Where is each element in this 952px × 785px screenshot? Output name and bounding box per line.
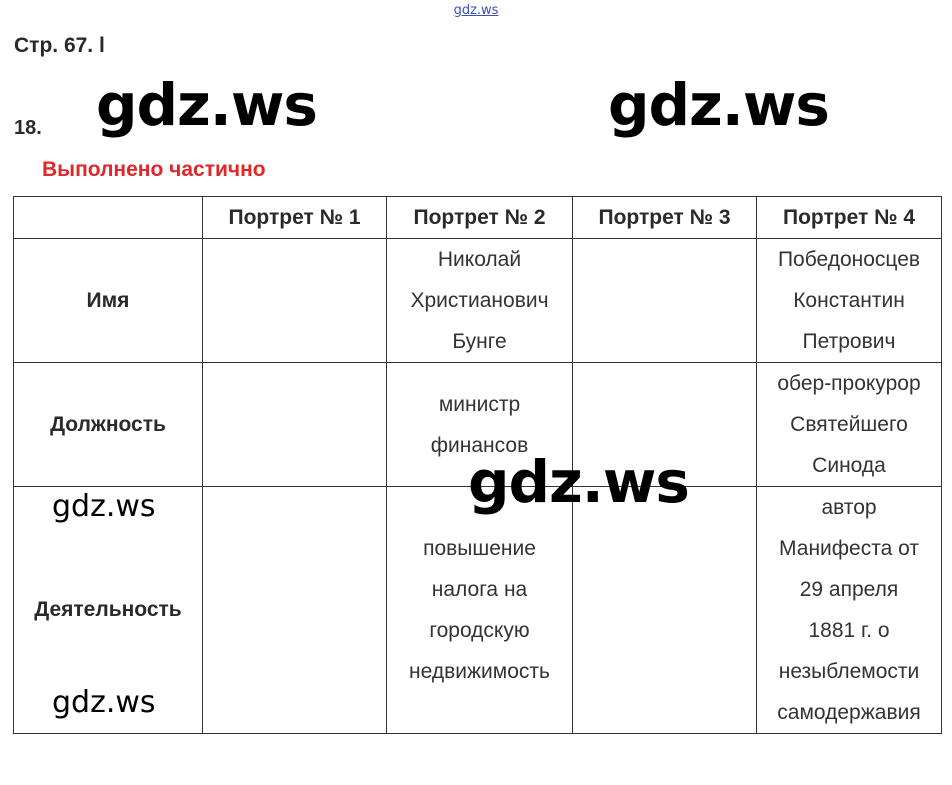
cell-position-portrait-1 <box>203 363 387 487</box>
row-label-name: Имя <box>14 239 203 363</box>
row-label-activity: Деятельность <box>14 487 203 734</box>
cell-activity-portrait-3 <box>573 487 757 734</box>
cell-name-portrait-1 <box>203 239 387 363</box>
header-portrait-4: Портрет № 4 <box>757 197 942 239</box>
row-label-position: Должность <box>14 363 203 487</box>
header-portrait-1: Портрет № 1 <box>203 197 387 239</box>
completion-status: Выполнено частично <box>42 158 266 181</box>
table-header-row <box>14 197 942 239</box>
header-corner <box>14 197 203 239</box>
cell-name-portrait-3 <box>573 239 757 363</box>
page-reference: Стр. 67. l <box>14 34 105 57</box>
header-portrait-3: Портрет № 3 <box>573 197 757 239</box>
cell-activity-portrait-4: автор Манифеста от 29 апреля 1881 г. о незыблемости самодержавия <box>757 487 942 734</box>
cell-name-portrait-2: Николай Христианович Бунге <box>387 239 573 363</box>
watermark-logo: gdz.ws <box>52 489 156 524</box>
watermark-logo: gdz.ws <box>468 448 689 516</box>
task-number: 18. <box>14 117 42 139</box>
site-link[interactable]: gdz.ws <box>453 3 499 18</box>
watermark-logo: gdz.ws <box>52 685 156 720</box>
cell-activity-portrait-1 <box>203 487 387 734</box>
cell-position-portrait-2: министр финансов <box>387 363 573 487</box>
cell-name-portrait-4: Победоносцев Константин Петрович <box>757 239 942 363</box>
cell-position-portrait-4: обер-прокурор Святейшего Синода <box>757 363 942 487</box>
watermark-logo: gdz.ws <box>608 71 829 139</box>
header-portrait-2: Портрет № 2 <box>387 197 573 239</box>
watermark-logo: gdz.ws <box>96 71 317 139</box>
cell-activity-portrait-2: повышение налога на городскую недвижимость <box>387 487 573 734</box>
table-row-name <box>14 239 942 363</box>
